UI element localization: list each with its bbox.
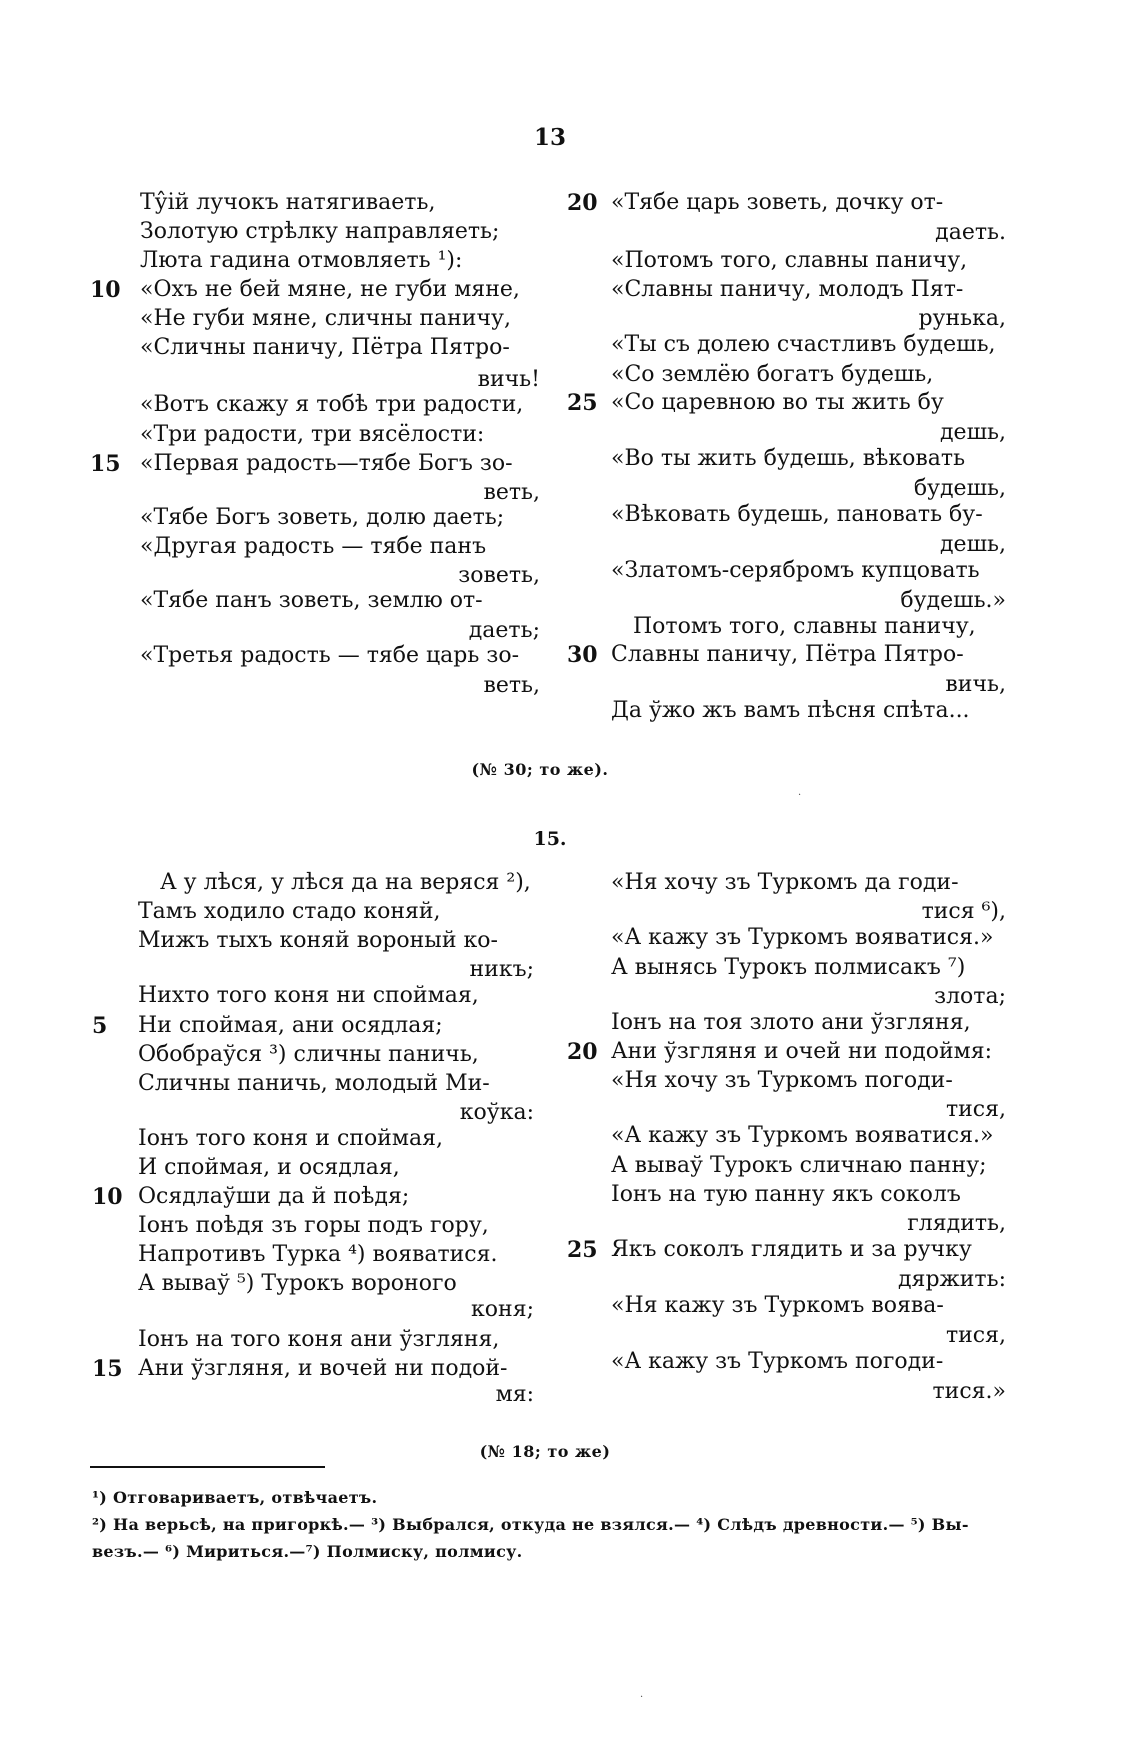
verse-line: Іонъ на тую панну якъ соколъ xyxy=(611,1182,961,1207)
verse-line: «Златомъ-серябромъ купцовать xyxy=(611,558,980,583)
footnote-line-2: ²) На верьсѣ, на пригоркѣ.— ³) Выбрался, откуда не взялся.— ⁴) Слѣдъ древности.— ⁵) Вы- xyxy=(92,1515,969,1534)
verse-line: «Первая радость—тябе Богъ зо- xyxy=(140,451,513,476)
verse-line: вичь, xyxy=(945,672,1006,697)
footnote-divider xyxy=(90,1466,325,1468)
verse-line: «Со царевною во ты жить бу xyxy=(611,390,944,415)
verse-line: будешь, xyxy=(913,476,1006,501)
verse-line: Нихто того коня ни споймая, xyxy=(138,983,479,1008)
poem-1-source: (№ 30; то же). xyxy=(471,760,609,779)
verse-line: Якъ соколъ глядить и за ручку xyxy=(611,1237,972,1262)
verse-line: даеть; xyxy=(468,618,540,643)
verse-line: Іонъ на того коня ани ўзгляня, xyxy=(138,1327,500,1352)
verse-line: «Славны паничу, молодъ Пят- xyxy=(611,277,964,302)
verse-line: будешь.» xyxy=(900,588,1006,613)
verse-line: Осядлаўши да й поѣдя; xyxy=(138,1184,410,1209)
verse-line: дешь, xyxy=(940,532,1006,557)
line-number: 25 xyxy=(567,1237,598,1263)
verse-line: «А кажу зъ Туркомъ вояватися.» xyxy=(611,925,994,950)
verse-line: «Ты съ долею счастливъ будешь, xyxy=(611,332,996,357)
line-number: 5 xyxy=(92,1013,108,1039)
verse-line: «Сличны паничу, Пётра Пятро- xyxy=(140,335,510,360)
line-number: 15 xyxy=(90,451,121,477)
line-number: 15 xyxy=(92,1356,123,1382)
poem-2-heading: 15. xyxy=(533,828,567,850)
verse-line: вичь! xyxy=(477,367,540,392)
verse-line: «Во ты жить будешь, вѣковать xyxy=(611,446,966,471)
verse-line: Да ўжо жъ вамъ пѣсня спѣта... xyxy=(611,698,970,723)
line-number: 20 xyxy=(567,1039,598,1065)
verse-line: «Охъ не бей мяне, не губи мяне, xyxy=(140,277,520,302)
verse-line: Іонъ поѣдя зъ горы подъ гору, xyxy=(138,1213,489,1238)
verse-line: Ту̂ій лучокъ натягиваеть, xyxy=(140,190,436,215)
footnote-line-1: ¹) Отговариваетъ, отвѣчаетъ. xyxy=(92,1488,378,1507)
verse-line: Тамъ ходило стадо коняй, xyxy=(138,899,441,924)
verse-line: веть, xyxy=(483,673,540,698)
verse-line: мя: xyxy=(495,1382,534,1407)
verse-line: тися, xyxy=(945,1323,1006,1348)
verse-line: коўка: xyxy=(459,1100,534,1125)
verse-line: Іонъ того коня и споймая, xyxy=(138,1126,443,1151)
verse-line: «Вѣковать будешь, пановать бу- xyxy=(611,502,983,527)
verse-line: дяржить: xyxy=(898,1267,1006,1292)
verse-line: тися.» xyxy=(932,1379,1006,1404)
verse-line: Сличны паничь, молодый Ми- xyxy=(138,1071,490,1096)
verse-line: тися ⁶), xyxy=(921,899,1006,924)
verse-line: «Не губи мяне, сличны паничу, xyxy=(140,306,511,331)
verse-line: Ани ўзгляня и очей ни подоймя: xyxy=(611,1039,993,1064)
verse-line: рунька, xyxy=(918,306,1006,331)
verse-line: Золотую стрѣлку направляеть; xyxy=(140,219,500,244)
verse-line: Мижъ тыхъ коняй вороный ко- xyxy=(138,928,498,953)
line-number: 10 xyxy=(92,1184,123,1210)
verse-line: «Тябе панъ зоветь, землю от- xyxy=(140,588,483,613)
verse-line: «Другая радость — тябе панъ xyxy=(140,534,487,559)
line-number: 25 xyxy=(567,390,598,416)
verse-line: коня; xyxy=(471,1297,534,1322)
line-number: 30 xyxy=(567,642,598,668)
verse-line: «Потомъ того, славны паничу, xyxy=(611,248,968,273)
page-number: 13 xyxy=(533,124,566,151)
verse-line: Потомъ того, славны паничу, xyxy=(633,614,976,639)
line-number: 20 xyxy=(567,190,598,216)
verse-line: Люта гадина отмовляеть ¹): xyxy=(140,248,463,273)
verse-line: «Тябе Богъ зоветь, долю даеть; xyxy=(140,505,505,530)
verse-line: А вываў Турокъ сличнаю панну; xyxy=(611,1153,987,1178)
verse-line: «Вотъ скажу я тобѣ три радости, xyxy=(140,392,524,417)
verse-line: Обобраўся ³) сличны паничь, xyxy=(138,1042,479,1067)
verse-line: «А кажу зъ Туркомъ вояватися.» xyxy=(611,1123,994,1148)
verse-line: глядить, xyxy=(907,1211,1006,1236)
verse-line: «Ня хочу зъ Туркомъ погоди- xyxy=(611,1068,953,1093)
verse-line: «Третья радость — тябе царь зо- xyxy=(140,643,520,668)
verse-line: тися, xyxy=(945,1097,1006,1122)
verse-line: «Ня кажу зъ Туркомъ воява- xyxy=(611,1293,944,1318)
verse-line: веть, xyxy=(483,480,540,505)
verse-line: Ни споймая, ани осядлая; xyxy=(138,1013,443,1038)
print-speck: · xyxy=(640,1692,644,1703)
verse-line: даеть. xyxy=(935,220,1006,245)
poem-2-source: (№ 18; то же) xyxy=(479,1442,611,1461)
verse-line: А у лѣся, у лѣся да на веряся ²), xyxy=(160,870,531,895)
verse-line: злота; xyxy=(934,984,1006,1009)
verse-line: Славны паничу, Пётра Пятро- xyxy=(611,642,964,667)
verse-line: Іонъ на тоя злото ани ўзгляня, xyxy=(611,1010,971,1035)
print-speck: · xyxy=(798,790,802,801)
verse-line: никъ; xyxy=(469,957,534,982)
footnote-line-3: везъ.— ⁶) Мириться.—⁷) Полмиску, полмису. xyxy=(92,1542,523,1561)
verse-line: зоветь, xyxy=(458,563,540,588)
verse-line: «Тябе царь зоветь, дочку от- xyxy=(611,190,944,215)
verse-line: И споймая, и осядлая, xyxy=(138,1155,400,1180)
verse-line: Ани ўзгляня, и вочей ни подой- xyxy=(138,1356,508,1381)
verse-line: А вынясь Турокъ полмисакъ ⁷) xyxy=(611,955,966,980)
verse-line: Напротивъ Турка ⁴) вояватися. xyxy=(138,1242,498,1267)
verse-line: «Три радости, три вясёлости: xyxy=(140,422,485,447)
verse-line: «А кажу зъ Туркомъ погоди- xyxy=(611,1349,944,1374)
line-number: 10 xyxy=(90,277,121,303)
verse-line: дешь, xyxy=(940,420,1006,445)
verse-line: А вываў ⁵) Турокъ вороного xyxy=(138,1271,457,1296)
verse-line: «Ня хочу зъ Туркомъ да годи- xyxy=(611,870,959,895)
verse-line: «Со землёю богатъ будешь, xyxy=(611,362,934,387)
